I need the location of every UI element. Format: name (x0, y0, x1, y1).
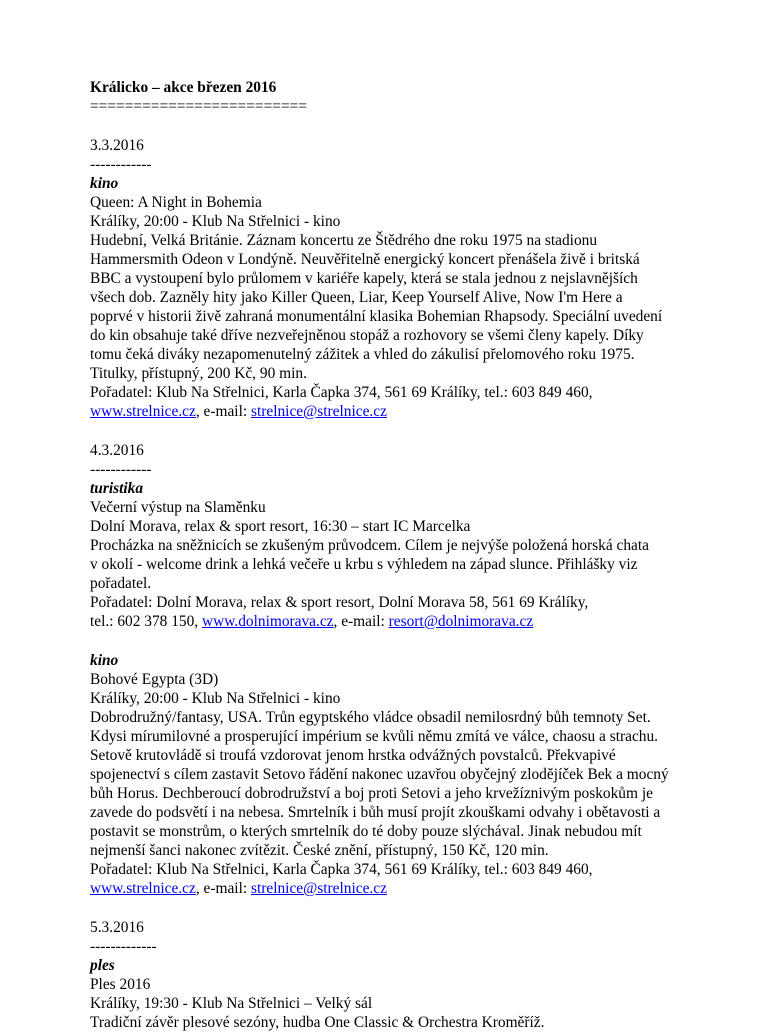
event-name: Večerní výstup na Slaměnku (90, 499, 266, 516)
day-rule: ------------ (90, 156, 152, 173)
email-label: , e-mail: (333, 613, 389, 630)
day-date: 5.3.2016 (90, 919, 144, 936)
website-link[interactable]: www.strelnice.cz (90, 880, 196, 897)
event-name: Ples 2016 (90, 976, 151, 993)
event-description-line: tomu čeká diváky nezapomenutelný zážitek a vhled do zákulisí přelomového roku 1975. (90, 346, 635, 363)
email-link[interactable]: resort@dolnimorava.cz (388, 613, 534, 630)
title-rule: ========================= (90, 98, 307, 115)
event (90, 174, 730, 421)
event-description-line: všech dob. Zazněly hity jako Killer Queen, Liar, Keep Yourself Alive, Now I'm Here a (90, 289, 623, 306)
website-link[interactable]: www.dolnimorava.cz (202, 613, 334, 630)
event-description-line: BBC a vystoupení bylo průlomem v kariéře kapely, která se stala jednou z nejslavnějších (90, 270, 638, 287)
event-name: Bohové Egypta (3D) (90, 671, 219, 688)
event-description-line: Tradiční závěr plesové sezóny, hudba One Classic & Orchestra Kroměříž. (90, 1014, 545, 1031)
email-label: , e-mail: (195, 403, 251, 420)
event-description-line: Kdysi mírumilovné a prosperující impérium se kvůli němu zmítá ve válce, chaosu a strachu. (90, 728, 659, 745)
document-title: Králicko – akce březen 2016 (90, 79, 277, 96)
event-description-line: bůh Horus. Dechberoucí dobrodružství a boj proti Setovi a jeho krvežíznivým poskokům je (90, 785, 653, 802)
event-description-line: nejmenší šanci nakonec zvítězit. České znění, přístupný, 150 Kč, 120 min. (90, 842, 549, 859)
day-rule: ------------ (90, 461, 152, 478)
event-category: ples (90, 957, 115, 974)
event (90, 956, 730, 1032)
event-description-line: Dobrodružný/fantasy, USA. Trůn egyptského vládce obsadil nemilosrdný bůh temnoty Set. (90, 709, 651, 726)
event-place: Dolní Morava, relax & sport resort, 16:30 – start IC Marcelka (90, 518, 471, 535)
event-description-line: poprvé v historii živě zahraná monumentální klasika Bohemian Rhapsody. Speciální uvedení (90, 308, 663, 325)
event-name: Queen: A Night in Bohemia (90, 194, 262, 211)
event-description-line: postavit se monstrům, o kterých smrtelník do té doby pouze slýchával. Jinak nebudou mít (90, 823, 642, 840)
email-link[interactable]: strelnice@strelnice.cz (250, 403, 387, 420)
event-contact (90, 612, 730, 631)
email-label: , e-mail: (195, 880, 251, 897)
email-link[interactable]: strelnice@strelnice.cz (250, 880, 387, 897)
day-rule: ------------- (90, 938, 157, 955)
event-place: Králíky, 20:00 - Klub Na Střelnici - kino (90, 690, 341, 707)
event-description-line: pořadatel. (90, 575, 152, 592)
document-page (90, 78, 730, 1032)
day-date: 3.3.2016 (90, 137, 144, 154)
event-organizer: Pořadatel: Klub Na Střelnici, Karla Čapka 374, 561 69 Králíky, tel.: 603 849 460, (90, 861, 593, 878)
event-contact (90, 879, 730, 898)
event (90, 651, 730, 898)
event-description-line: v okolí - welcome drink a lehká večeře u krbu s výhledem na západ slunce. Přihlášky viz (90, 556, 638, 573)
event-place: Králíky, 20:00 - Klub Na Střelnici - kino (90, 213, 341, 230)
event-category: turistika (90, 480, 144, 497)
event-description-line: spojenectví s cílem zastavit Setovo řádění nakonec uzavřou obyčejný zlodějíček Bek a mocný (90, 766, 669, 783)
event-contact (90, 402, 730, 421)
event-description-line: Hudební, Velká Británie. Záznam koncertu ze Štědrého dne roku 1975 na stadionu (90, 232, 598, 249)
day-date: 4.3.2016 (90, 442, 144, 459)
event (90, 479, 730, 631)
event-category: kino (90, 175, 119, 192)
event-description-line: Titulky, přístupný, 200 Kč, 90 min. (90, 365, 307, 382)
phone-text: tel.: 602 378 150, (90, 613, 203, 630)
event-description-line: do kin obsahuje také dříve nezveřejněnou stopáž a rozhovory se všemi členy kapely. Díky (90, 327, 644, 344)
event-description-line: Hammersmith Odeon v Londýně. Neuvěřitelně energický koncert přenášela živě i britská (90, 251, 640, 268)
event-organizer: Pořadatel: Klub Na Střelnici, Karla Čapka 374, 561 69 Králíky, tel.: 603 849 460, (90, 384, 593, 401)
event-description-line: zavede do podsvětí i na nebesa. Smrtelník i bůh musí projít zkouškami odvahy i obětavosti a (90, 804, 661, 821)
event-category: kino (90, 652, 119, 669)
event-description-line: Setově krutovládě si troufá vzdorovat jenom hrstka odvážných povstalců. Překvapivé (90, 747, 616, 764)
event-place: Králíky, 19:30 - Klub Na Střelnici – Velký sál (90, 995, 373, 1012)
event-organizer: Pořadatel: Dolní Morava, relax & sport resort, Dolní Morava 58, 561 69 Králíky, (90, 594, 589, 611)
website-link[interactable]: www.strelnice.cz (90, 403, 196, 420)
event-description-line: Procházka na sněžnicích se zkušeným průvodcem. Cílem je nejvýše položená horská chata (90, 537, 649, 554)
